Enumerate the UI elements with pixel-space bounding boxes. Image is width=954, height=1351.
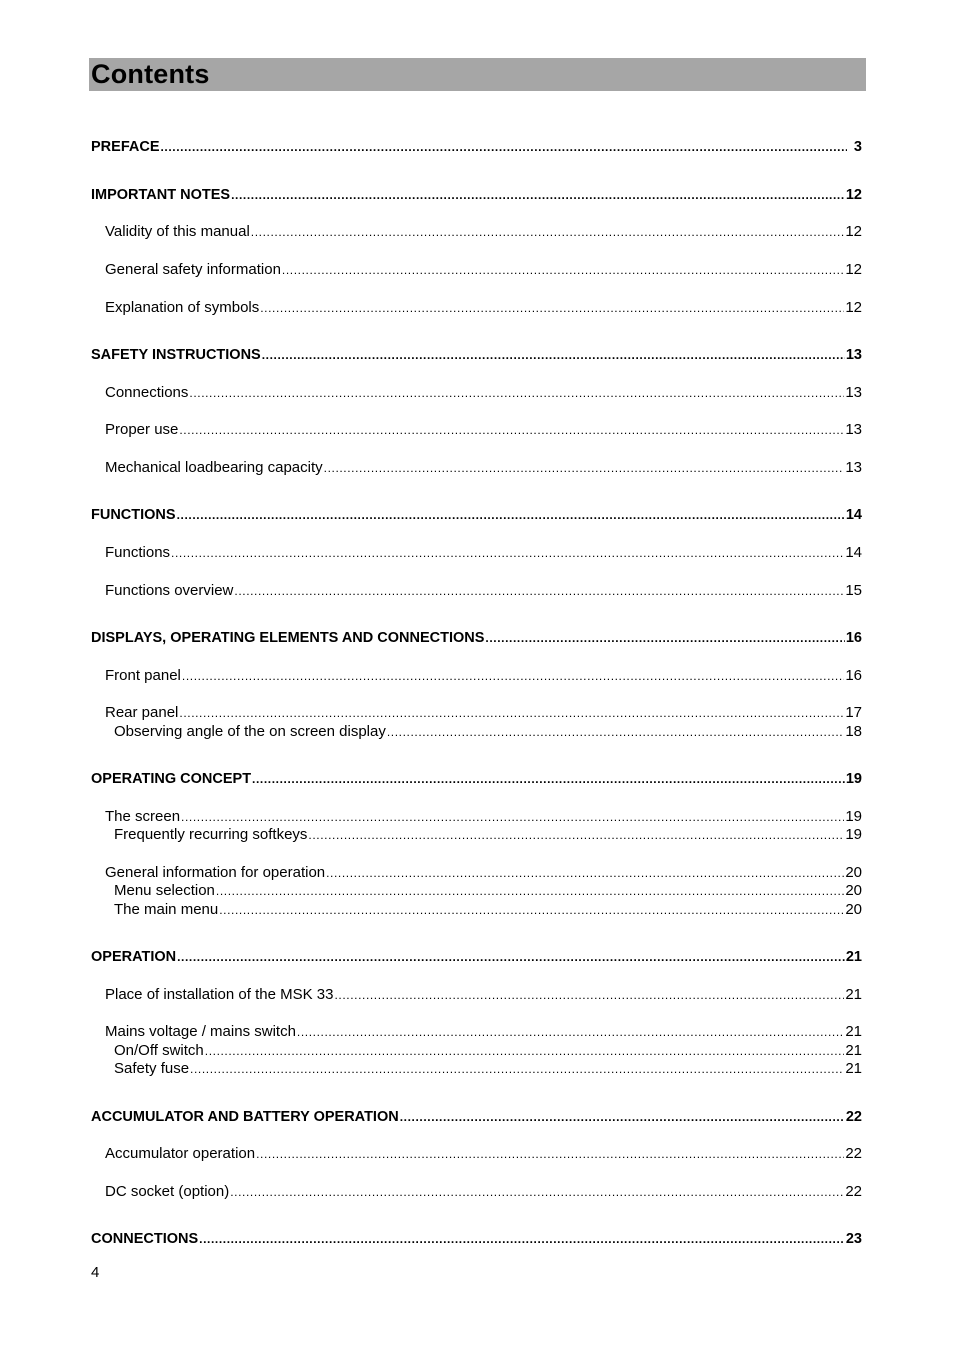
toc-entry[interactable] bbox=[114, 1060, 862, 1078]
toc-entry[interactable] bbox=[105, 1023, 862, 1041]
toc-entry-label: General safety information bbox=[105, 261, 281, 278]
toc-entry-page: 18 bbox=[845, 723, 862, 740]
toc-dot-leader bbox=[181, 808, 844, 826]
toc-dot-leader bbox=[297, 1023, 844, 1041]
toc-entry-page: 22 bbox=[845, 1109, 862, 1125]
toc-entry-page: 19 bbox=[845, 808, 862, 825]
toc-entry[interactable] bbox=[105, 582, 862, 600]
toc-entry-label: Observing angle of the on screen display bbox=[114, 723, 386, 740]
toc-entry-label: OPERATION bbox=[91, 949, 177, 965]
toc-entry-page: 20 bbox=[845, 882, 862, 899]
toc-entry[interactable] bbox=[105, 261, 862, 279]
toc-dot-leader bbox=[205, 1042, 845, 1060]
toc-entry-label: ACCUMULATOR AND BATTERY OPERATION bbox=[91, 1109, 399, 1125]
toc-entry-label: Functions bbox=[105, 544, 171, 561]
toc-entry[interactable] bbox=[91, 629, 862, 647]
toc-dot-leader bbox=[262, 346, 845, 364]
toc-entry-label: Mains voltage / mains switch bbox=[105, 1023, 296, 1040]
toc-entry-page: 13 bbox=[845, 421, 862, 438]
toc-entry-page: 16 bbox=[845, 630, 862, 646]
toc-entry-label: Frequently recurring softkeys bbox=[114, 826, 308, 843]
toc-entry-page: 22 bbox=[845, 1183, 862, 1200]
toc-entry-page: 12 bbox=[845, 223, 862, 240]
toc-entry-page: 12 bbox=[845, 299, 862, 316]
toc-entry[interactable] bbox=[91, 506, 862, 524]
page-title: Contents bbox=[91, 59, 210, 89]
toc-dot-leader bbox=[189, 384, 844, 402]
toc-entry-label: PREFACE bbox=[91, 139, 160, 155]
toc-entry-label: Rear panel bbox=[105, 704, 179, 721]
toc-dot-leader bbox=[256, 1145, 844, 1163]
toc-dot-leader bbox=[219, 901, 844, 919]
toc-entry-page: 14 bbox=[845, 507, 862, 523]
toc-dot-leader bbox=[171, 544, 844, 562]
page-number: 4 bbox=[91, 1264, 100, 1281]
toc-dot-leader bbox=[231, 186, 845, 204]
toc-entry-label: Safety fuse bbox=[114, 1060, 190, 1077]
toc-entry-label: Functions overview bbox=[105, 582, 234, 599]
toc-entry-page: 13 bbox=[845, 459, 862, 476]
toc-entry-label: Mechanical loadbearing capacity bbox=[105, 459, 323, 476]
toc-entry-page: 12 bbox=[845, 261, 862, 278]
toc-entry-page: 14 bbox=[845, 544, 862, 561]
toc-dot-leader bbox=[230, 1183, 844, 1201]
toc-dot-leader bbox=[400, 1108, 845, 1126]
toc-entry[interactable] bbox=[114, 723, 862, 741]
toc-entry-label: OPERATING CONCEPT bbox=[91, 771, 252, 787]
toc-entry-label: Front panel bbox=[105, 667, 181, 684]
toc-entry[interactable] bbox=[105, 808, 862, 826]
toc-entry-page: 22 bbox=[845, 1145, 862, 1162]
toc-entry[interactable] bbox=[114, 826, 862, 844]
toc-dot-leader bbox=[179, 704, 844, 722]
toc-entry-page: 21 bbox=[845, 949, 862, 965]
toc-dot-leader bbox=[177, 948, 845, 966]
toc-entry[interactable] bbox=[105, 1145, 862, 1163]
toc-entry[interactable] bbox=[91, 1108, 862, 1126]
toc-entry-label: DISPLAYS, OPERATING ELEMENTS AND CONNECTIONS bbox=[91, 630, 485, 646]
toc-entry-page: 17 bbox=[845, 704, 862, 721]
toc-dot-leader bbox=[324, 459, 845, 477]
toc-entry-label: Menu selection bbox=[114, 882, 215, 899]
toc-entry[interactable] bbox=[105, 421, 862, 439]
toc-entry-page: 13 bbox=[845, 347, 862, 363]
toc-entry-page: 21 bbox=[845, 1042, 862, 1059]
toc-entry-page: 19 bbox=[845, 771, 862, 787]
toc-entry-page: 13 bbox=[845, 384, 862, 401]
toc-dot-leader bbox=[161, 138, 848, 156]
toc-entry[interactable] bbox=[91, 770, 862, 788]
toc-entry[interactable] bbox=[114, 1042, 862, 1060]
toc-entry-page: 19 bbox=[845, 826, 862, 843]
toc-dot-leader bbox=[234, 582, 844, 600]
toc-dot-leader bbox=[282, 261, 844, 279]
toc-entry[interactable] bbox=[105, 459, 862, 477]
toc-dot-leader bbox=[334, 986, 844, 1004]
toc-entry[interactable] bbox=[91, 186, 862, 204]
toc-dot-leader bbox=[177, 506, 845, 524]
toc-dot-leader bbox=[216, 882, 844, 900]
toc-entry[interactable] bbox=[105, 864, 862, 882]
toc-entry[interactable] bbox=[91, 346, 862, 364]
toc-entry[interactable] bbox=[91, 138, 862, 156]
toc-entry-page: 23 bbox=[845, 1231, 862, 1247]
contents-title-bar bbox=[89, 58, 866, 91]
toc-dot-leader bbox=[251, 223, 845, 241]
toc-entry-page: 16 bbox=[845, 667, 862, 684]
toc-entry[interactable] bbox=[114, 882, 862, 900]
toc-entry-page: 3 bbox=[853, 139, 862, 155]
toc-entry[interactable] bbox=[91, 948, 862, 966]
toc-entry[interactable] bbox=[114, 901, 862, 919]
toc-entry[interactable] bbox=[105, 384, 862, 402]
toc-entry-page: 21 bbox=[845, 1060, 862, 1077]
toc-entry-label: Proper use bbox=[105, 421, 179, 438]
toc-entry-label: DC socket (option) bbox=[105, 1183, 230, 1200]
toc-entry[interactable] bbox=[105, 667, 862, 685]
toc-dot-leader bbox=[260, 299, 844, 317]
toc-dot-leader bbox=[387, 723, 844, 741]
toc-entry-label: SAFETY INSTRUCTIONS bbox=[91, 347, 261, 363]
toc-dot-leader bbox=[190, 1060, 844, 1078]
toc-dot-leader bbox=[179, 421, 844, 439]
toc-dot-leader bbox=[326, 864, 844, 882]
toc-entry-label: Place of installation of the MSK 33 bbox=[105, 986, 334, 1003]
toc-entry-label: General information for operation bbox=[105, 864, 326, 881]
toc-entry[interactable] bbox=[105, 544, 862, 562]
toc-entry[interactable] bbox=[105, 223, 862, 241]
toc-dot-leader bbox=[485, 629, 844, 647]
toc-entry-label: IMPORTANT NOTES bbox=[91, 187, 231, 203]
toc-entry[interactable] bbox=[105, 986, 862, 1004]
toc-dot-leader bbox=[199, 1230, 845, 1248]
toc-entry-label: CONNECTIONS bbox=[91, 1231, 199, 1247]
toc-dot-leader bbox=[308, 826, 844, 844]
toc-entry-label: Connections bbox=[105, 384, 189, 401]
toc-entry-label: The screen bbox=[105, 808, 181, 825]
toc-entry-label: On/Off switch bbox=[114, 1042, 204, 1059]
toc-dot-leader bbox=[182, 667, 844, 685]
toc-entry-label: Accumulator operation bbox=[105, 1145, 256, 1162]
toc-dot-leader bbox=[252, 770, 845, 788]
toc-entry-page: 21 bbox=[845, 1023, 862, 1040]
toc-entry[interactable] bbox=[105, 299, 862, 317]
toc-entry[interactable] bbox=[105, 704, 862, 722]
toc-entry-page: 21 bbox=[845, 986, 862, 1003]
toc-entry[interactable] bbox=[91, 1230, 862, 1248]
toc-entry[interactable] bbox=[105, 1183, 862, 1201]
toc-entry-label: Explanation of symbols bbox=[105, 299, 260, 316]
toc-entry-page: 20 bbox=[845, 864, 862, 881]
toc-entry-label: The main menu bbox=[114, 901, 219, 918]
toc-entry-page: 20 bbox=[845, 901, 862, 918]
toc-entry-page: 15 bbox=[845, 582, 862, 599]
toc-entry-label: FUNCTIONS bbox=[91, 507, 176, 523]
toc-entry-page: 12 bbox=[845, 187, 862, 203]
toc-entry-label: Validity of this manual bbox=[105, 223, 250, 240]
